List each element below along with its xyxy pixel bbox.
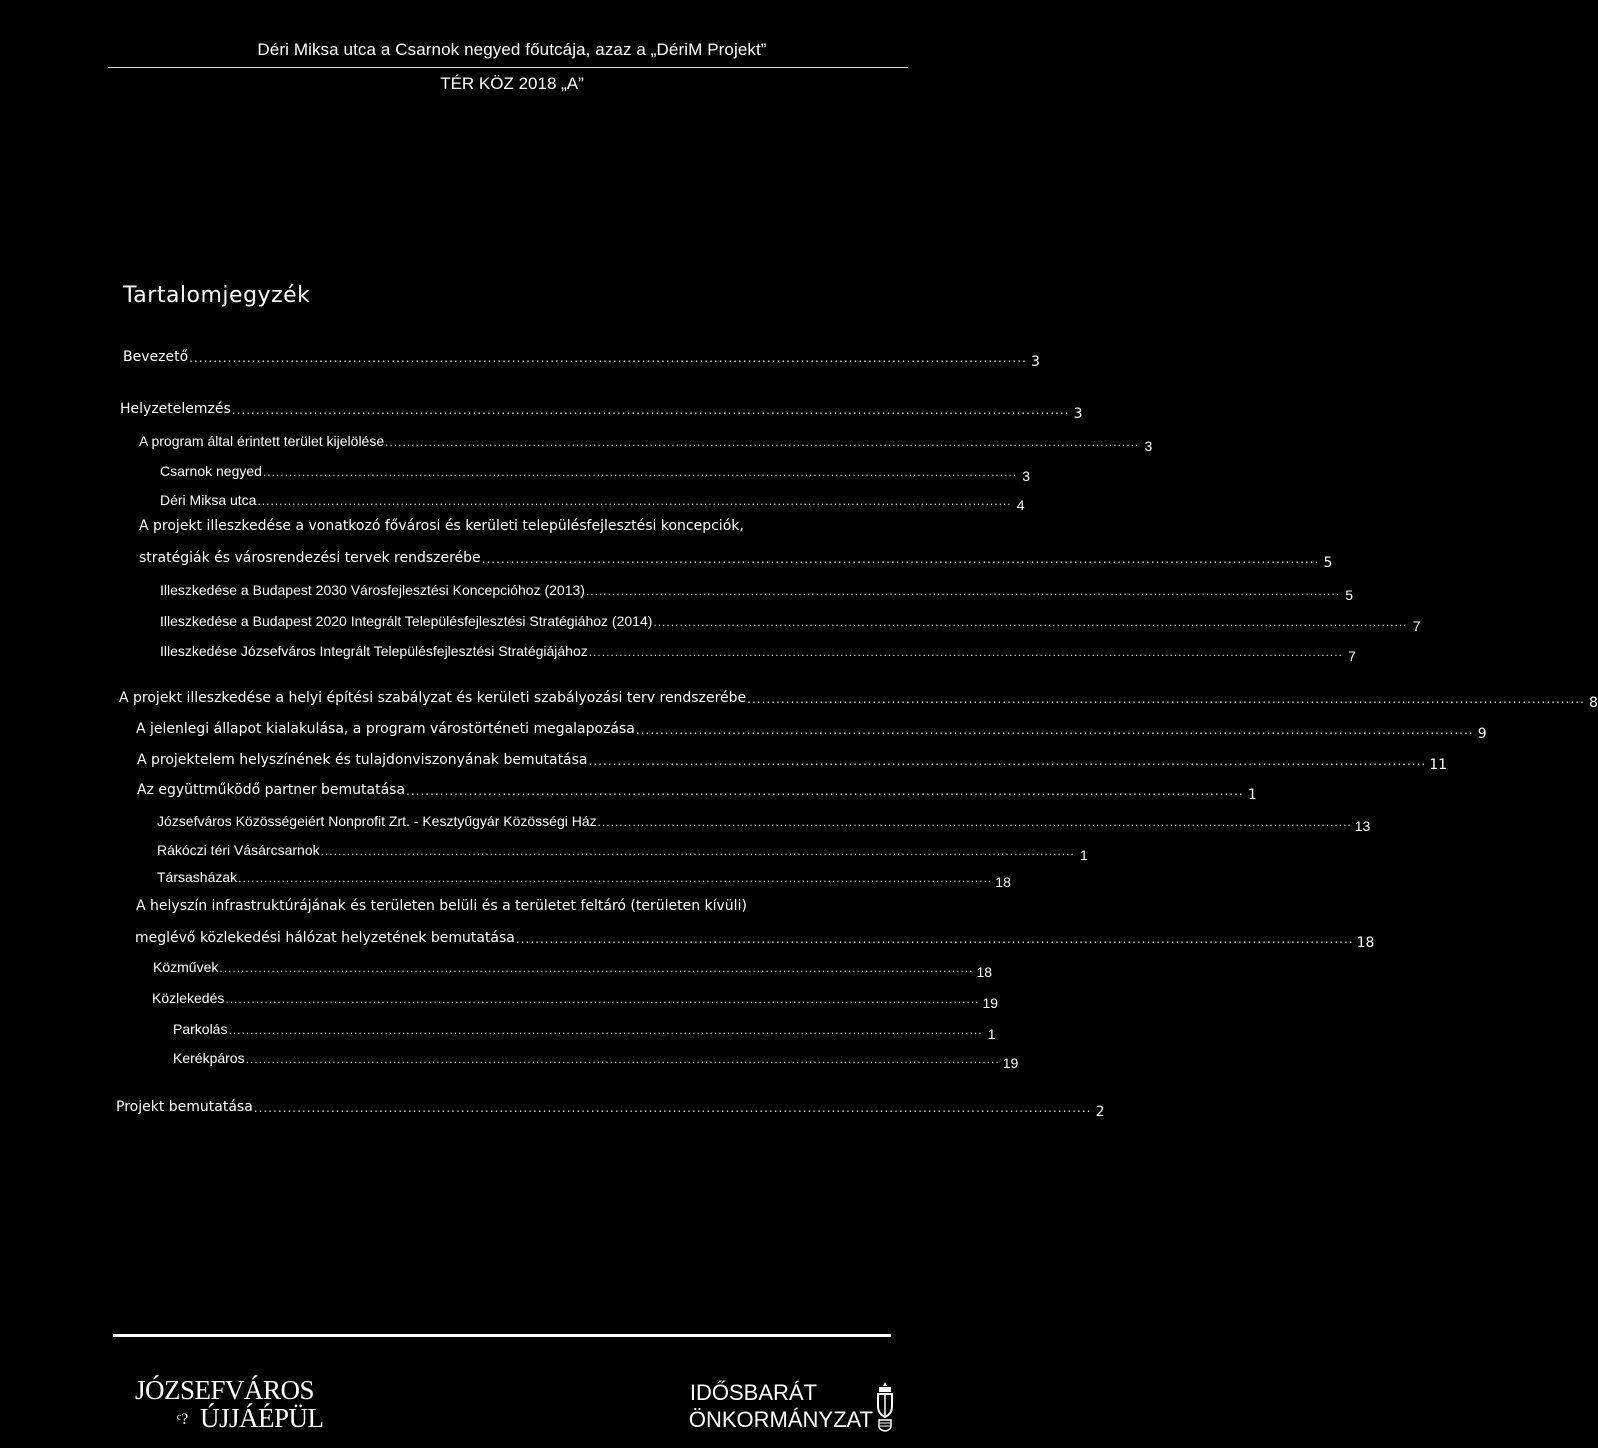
toc-leader: .............................................................................................................................................................................. (406, 784, 1244, 798)
toc-leader: .............................................................................................................................................................................. (653, 615, 1408, 629)
toc-entry-page: 4 (1016, 497, 1025, 513)
toc-entry-page: 1 (987, 1026, 996, 1042)
toc-entry-page: 7 (1348, 648, 1356, 664)
toc-leader: .............................................................................................................................................................................. (189, 351, 1027, 365)
logo-right-line1: IDŐSBARÁT (689, 1380, 817, 1405)
toc-leader: .............................................................................................................................................................................. (262, 465, 1018, 479)
toc-entry[interactable] (152, 983, 999, 1011)
toc-entry-page: 9 (1477, 726, 1487, 742)
toc-entry-page: 8 (1588, 695, 1598, 711)
toc-entry[interactable] (119, 683, 1598, 711)
header-divider (108, 67, 908, 68)
logo-swirl-icon: ᶜ? (177, 1411, 189, 1428)
toc-entry-label: Parkolás (173, 1021, 228, 1037)
toc-entry[interactable] (160, 575, 1354, 603)
toc-entry[interactable] (139, 543, 1333, 571)
toc-leader: .............................................................................................................................................................................. (257, 494, 1012, 508)
toc-entry[interactable] (137, 745, 1448, 773)
toc-entry-label: Csarnok negyed (160, 463, 262, 479)
toc-title: Tartalomjegyzék (123, 283, 311, 308)
toc-entry-label: Déri Miksa utca (160, 492, 257, 508)
toc-leader: .............................................................................................................................................................................. (320, 844, 1075, 858)
toc-entry[interactable] (160, 456, 1031, 484)
toc-entry-label: meglévő közlekedési hálózat helyzetének bemutatása (135, 930, 515, 946)
toc-leader: .............................................................................................................................................................................. (238, 871, 993, 885)
logo-left-line2: ÚJJÁÉPÜL (200, 1403, 324, 1433)
toc-leader: .............................................................................................................................................................................. (481, 552, 1320, 566)
idosbarat-onkormanyzat-logo (625, 1380, 895, 1442)
toc-entry-label: Az együttműködő partner bemutatása (137, 782, 406, 798)
toc-leader: .............................................................................................................................................................................. (253, 1101, 1092, 1115)
toc-entry-label: Illeszkedése a Budapest 2020 Integrált Településfejlesztési Stratégiához (2014) (160, 613, 653, 629)
toc-entry-label: A program által érintett terület kijelölése (139, 433, 385, 449)
toc-entry[interactable] (136, 714, 1487, 742)
toc-entry-label-line1[interactable]: A helyszín infrastruktúrájának és területen belüli és a területet feltáró (területen kívüli) (136, 898, 747, 914)
toc-entry-label: Rákóczi téri Vásárcsarnok (157, 842, 320, 858)
toc-entry-page: 18 (976, 964, 993, 980)
toc-entry[interactable] (153, 952, 993, 980)
document-header-subtitle: TÉR KÖZ 2018 „A” (440, 74, 584, 93)
toc-entry-label: Projekt bemutatása (116, 1099, 253, 1115)
toc-entry-label: Közlekedés (152, 990, 225, 1006)
toc-entry-page: 19 (1002, 1055, 1019, 1071)
toc-entry[interactable] (160, 636, 1356, 664)
toc-entry[interactable] (157, 862, 1011, 890)
logo-right-line2: ÖNKORMÁNYZAT (688, 1407, 873, 1432)
toc-entry[interactable] (135, 923, 1375, 951)
toc-leader: .............................................................................................................................................................................. (747, 692, 1585, 706)
toc-entry-page: 5 (1323, 555, 1333, 571)
toc-entry-label: Illeszkedése a Budapest 2030 Városfejlesztési Koncepcióhoz (2013) (160, 582, 585, 598)
toc-entry-page: 3 (1073, 406, 1083, 422)
toc-entry-label: stratégiák és városrendezési tervek rendszerébe (139, 550, 481, 566)
toc-entry-label: A jelenlegi állapot kialakulása, a program várostörténeti megalapozása (136, 721, 635, 737)
jozsefvaros-ujjaepul-logo (135, 1375, 365, 1437)
toc-entry-label: Illeszkedése Józsefváros Integrált Településfejlesztési Stratégiájához (160, 643, 588, 659)
toc-leader: .............................................................................................................................................................................. (588, 754, 1427, 768)
toc-entry[interactable] (157, 806, 1371, 834)
toc-entry-page: 18 (1356, 935, 1375, 951)
toc-entry[interactable] (120, 394, 1083, 422)
toc-entry[interactable] (160, 485, 1025, 513)
toc-entry-label-line1[interactable]: A projekt illeszkedése a vonatkozó fővárosi és kerületi településfejlesztési koncepciók, (139, 518, 744, 534)
toc-entry-label: Józsefváros Közösségeiért Nonprofit Zrt. - Kesztyűgyár Közösségi Ház (157, 813, 597, 829)
toc-leader: .............................................................................................................................................................................. (597, 815, 1352, 829)
toc-entry[interactable] (160, 606, 1421, 634)
toc-entry-page: 11 (1429, 757, 1448, 773)
toc-entry-page: 1 (1079, 847, 1088, 863)
toc-entry[interactable] (139, 426, 1153, 454)
toc-leader: .............................................................................................................................................................................. (219, 961, 974, 975)
toc-entry[interactable] (137, 775, 1257, 803)
toc-entry-page: 5 (1345, 587, 1354, 603)
toc-entry-page: 7 (1412, 618, 1421, 634)
coat-of-arms-icon (875, 1380, 895, 1432)
toc-entry-label: Közművek (153, 959, 219, 975)
toc-entry-label: A projektelem helyszínének és tulajdonviszonyának bemutatása (137, 752, 588, 768)
toc-entry[interactable] (123, 342, 1040, 370)
toc-leader: .............................................................................................................................................................................. (635, 723, 1474, 737)
logo-left-line1: JÓZSEFVÁROS (135, 1375, 315, 1405)
toc-entry-page: 18 (995, 874, 1011, 890)
toc-leader: .............................................................................................................................................................................. (385, 435, 1140, 449)
toc-entry-label: Bevezető (123, 349, 189, 365)
toc-entry-label: A projekt illeszkedése a helyi építési szabályzat és kerületi szabályozási terv rendszerébe (119, 690, 747, 706)
toc-leader: .............................................................................................................................................................................. (228, 1023, 983, 1037)
toc-entry-label: Kerékpáros (173, 1050, 245, 1066)
toc-leader: .............................................................................................................................................................................. (515, 932, 1354, 946)
toc-entry-page: 1 (1247, 787, 1257, 803)
toc-leader: .............................................................................................................................................................................. (245, 1052, 1000, 1066)
toc-leader: .............................................................................................................................................................................. (225, 992, 980, 1006)
toc-entry[interactable] (173, 1014, 996, 1042)
toc-entry-page: 3 (1144, 438, 1153, 454)
toc-leader: .............................................................................................................................................................................. (231, 403, 1070, 417)
toc-entry[interactable] (173, 1043, 1019, 1071)
toc-entry-label: Társasházak (157, 869, 238, 885)
toc-entry-page: 2 (1095, 1104, 1105, 1120)
toc-entry[interactable] (116, 1092, 1105, 1120)
toc-leader: .............................................................................................................................................................................. (588, 645, 1343, 659)
toc-entry-page: 3 (1022, 468, 1031, 484)
toc-entry-label: Helyzetelemzés (120, 401, 231, 417)
toc-entry-page: 19 (982, 995, 999, 1011)
toc-entry-page: 13 (1354, 818, 1371, 834)
footer-divider (113, 1334, 891, 1337)
toc-leader: .............................................................................................................................................................................. (585, 584, 1341, 598)
toc-entry[interactable] (157, 835, 1088, 863)
toc-entry-page: 3 (1030, 354, 1040, 370)
document-header-title: Déri Miksa utca a Csarnok negyed főutcája, azaz a „DériM Projekt” (257, 40, 767, 59)
